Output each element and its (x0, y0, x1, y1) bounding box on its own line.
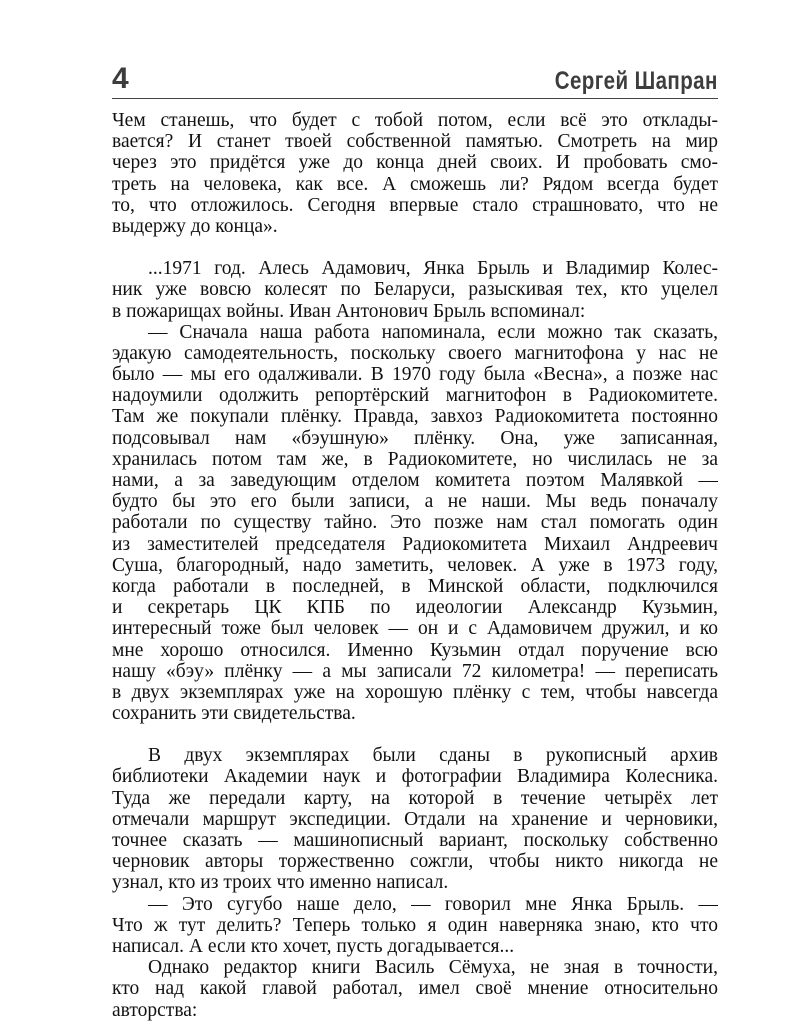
paragraph (112, 745, 718, 893)
paragraph-gap (112, 724, 718, 745)
text-line: отмечали маршрут экспедиции. Отдали на хранение и черновики, (112, 808, 718, 830)
paragraph (112, 894, 718, 958)
text-line: авторства: (112, 999, 198, 1021)
text-line: подсовывал нам «бэушную» плёнку. Она, уже записанная, (112, 427, 718, 449)
body-text (112, 110, 718, 1021)
text-line: в двух экземплярах уже на хорошую плёнку с тем, чтобы навсегда (112, 681, 718, 703)
text-line: интересный тоже был человек — он и с Адамовичем дружил, и ко (112, 618, 718, 640)
text-line: В двух экземплярах были сданы в рукописный архив (148, 745, 718, 767)
header-rule (112, 98, 718, 99)
text-line: узнал, кто из троих что именно написал. (112, 872, 449, 894)
text-line: нами, а за заведующим отделом комитета поэтом Малявкой — (112, 470, 718, 491)
text-line: Чем станешь, что будет с тобой потом, если всё это отклады- (112, 110, 718, 131)
text-line: надоумили одолжить репортёрский магнитофон в Радиокомитете. (112, 385, 718, 407)
text-line: Суша, благородный, надо заметить, человек. А уже в 1973 году, (112, 554, 718, 576)
text-line: мне хорошо относился. Именно Кузьмин отдал поручение всю (112, 639, 718, 661)
text-line: через это придётся уже до конца дней своих. И пробовать смо- (112, 152, 718, 174)
paragraph (112, 110, 718, 237)
text-line: сохранить эти свидетельства. (112, 703, 356, 725)
text-line: Туда же передали карту, на которой в течение четырёх лет (112, 787, 718, 809)
text-line: хранилась потом там же, в Радиокомитете, но числилась не за (112, 448, 718, 470)
text-line: ...1971 год. Алесь Адамович, Янка Брыль и Владимир Колес- (148, 258, 718, 280)
text-line: эдакую самодеятельность, поскольку своего магнитофона у нас не (112, 342, 718, 364)
text-line: из заместителей председателя Радиокомитета Михаил Андреевич (112, 533, 718, 555)
text-line: — Это сугубо наше дело, — говорил мне Янка Брыль. — (148, 893, 718, 915)
page-number: 4 (112, 62, 129, 95)
text-line: написал. А если кто хочет, пусть догадывается... (112, 935, 515, 957)
text-line: Там же покупали плёнку. Правда, завхоз Радиокомитета постоянно (112, 406, 718, 428)
text-line: Однако редактор книги Василь Сёмуха, не зная в точности, (148, 957, 718, 979)
text-line: было — мы его одалживали. В 1970 году была «Весна», а позже нас (112, 364, 718, 386)
text-line: треть на человека, как все. А сможешь ли? Рядом всегда будет (112, 173, 718, 195)
text-line: Что ж тут делить? Теперь только я один наверняка знаю, кто что (112, 914, 718, 936)
running-head-author: Сергей Шапран (555, 67, 718, 95)
paragraph (112, 322, 718, 725)
text-line: кто над какой главой работал, имел своё мнение относительно (112, 978, 718, 1000)
paragraph-gap (112, 237, 718, 258)
paragraph (112, 258, 718, 322)
paragraph (112, 957, 718, 1021)
text-line: ник уже вовсю колесят по Беларуси, разыскивая тех, кто уцелел (112, 279, 718, 301)
text-line: будто бы это его были записи, а не наши. Мы ведь поначалу (112, 491, 718, 513)
text-line: вается? И станет твоей собственной памятью. Смотреть на мир (112, 131, 718, 153)
text-line: в пожарищах войны. Иван Антонович Брыль вспоминал: (112, 300, 586, 322)
text-line: — Сначала наша работа напоминала, если можно так сказать, (148, 321, 718, 343)
text-line: точнее сказать — машинописный вариант, поскольку собственно (112, 830, 718, 851)
page-header (112, 62, 718, 98)
text-line: выдержу до конца». (112, 215, 278, 237)
text-line: когда работали в последней, в Минской области, подключился (112, 575, 718, 597)
text-line: работали по существу тайно. Это позже нам стал помогать один (112, 512, 718, 534)
text-line: нашу «бэу» плёнку — а мы записали 72 километра! — переписать (112, 660, 718, 682)
text-line: и секретарь ЦК КПБ по идеологии Александр Кузьмин, (112, 597, 718, 619)
text-line: черновик авторы торжественно сожгли, чтобы никто никогда не (112, 851, 718, 873)
text-line: то, что отложилось. Сегодня впервые стало страшновато, что не (112, 194, 718, 216)
text-line: библиотеки Академии наук и фотографии Владимира Колесника. (112, 766, 718, 788)
